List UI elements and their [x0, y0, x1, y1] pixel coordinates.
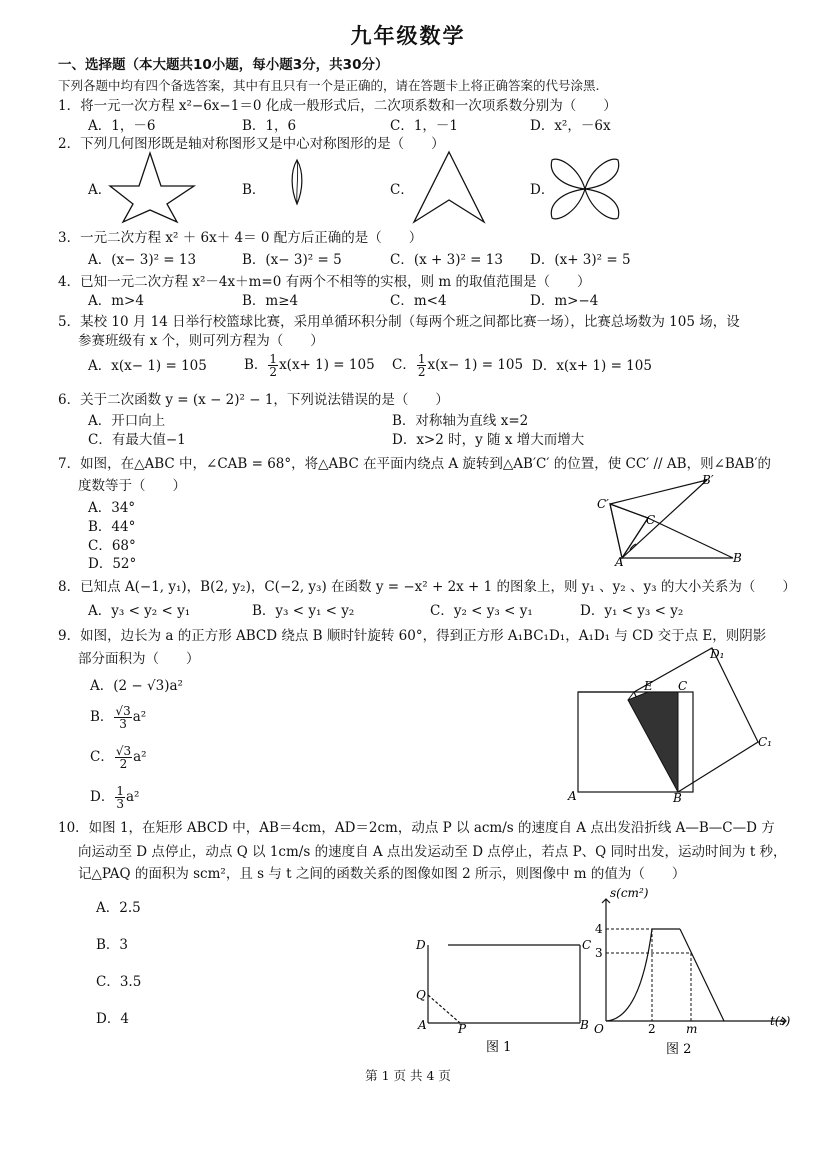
- q1-option-d: D．x²，－6x: [530, 118, 611, 134]
- q7-rotation-figure: [590, 470, 770, 570]
- q4-option-c: C．m<4: [390, 293, 447, 309]
- four-petal-figure: [548, 152, 622, 226]
- q10-option-c: C．3.5: [96, 974, 142, 990]
- q9-label-e: E: [644, 679, 653, 693]
- q2-option-c: C．: [390, 182, 414, 198]
- page-footer: 第 1 页 共 4 页: [365, 1068, 451, 1083]
- q9-label-a: A: [568, 789, 577, 803]
- q7-option-c: C．68°: [88, 538, 136, 554]
- q10-option-b: B．3: [96, 937, 129, 953]
- q6-option-b: B．对称轴为直线 x=2: [392, 413, 529, 429]
- q6-stem: 6．关于二次函数 y = (x − 2)² − 1，下列说法错误的是（ ）: [58, 392, 449, 408]
- q4-option-b: B．m≥4: [242, 293, 299, 309]
- q7-option-a: A．34°: [88, 500, 136, 516]
- q7-label-b-prime: B′: [702, 473, 714, 487]
- q8-option-a: A．y₃ < y₂ < y₁: [88, 603, 191, 619]
- q10-fig1-label-d: D: [416, 938, 426, 952]
- q10-fig1-label-p: P: [458, 1022, 467, 1036]
- q7-label-a: A: [615, 555, 624, 569]
- q5-stem-line1: 5．某校 10 月 14 日举行校篮球比赛，采用单循环积分制（每两个班之间都比赛一场），比赛总场数为 105 场，设: [58, 314, 740, 330]
- q8-option-b: B．y₃ < y₁ < y₂: [252, 603, 355, 619]
- q10-option-a: A．2.5: [96, 900, 141, 916]
- q10-option-d: D．4: [96, 1011, 129, 1027]
- q8-option-c: C．y₂ < y₃ < y₁: [430, 603, 533, 619]
- q5-option-b: B． $\frac{1}{2}$ x(x+ 1) = 105: [244, 352, 375, 379]
- q7-stem-line1: 7．如图，在△ABC 中，∠CAB = 68°，将△ABC 在平面内绕点 A 旋转到△AB′C′ 的位置，使 CC′ // AB，则∠BAB′的: [58, 456, 772, 472]
- q5-option-d: D．x(x+ 1) = 105: [532, 358, 652, 374]
- q7-option-d: D．52°: [88, 556, 137, 572]
- q2-stem: 2．下列几何图形既是轴对称图形又是中心对称图形的是（ ）: [58, 136, 445, 152]
- q5-option-a: A．x(x− 1) = 105: [88, 358, 207, 374]
- q10-fig1-label-q: Q: [416, 988, 426, 1002]
- q3-option-d: D．(x+ 3)² = 5: [530, 252, 631, 268]
- q3-option-a: A．(x− 3)² = 13: [88, 252, 197, 268]
- leaf-figure: [288, 158, 308, 206]
- q3-option-c: C．(x + 3)² = 13: [390, 252, 503, 268]
- q7-label-c-prime: C′: [597, 497, 609, 511]
- section-heading: 一、选择题（本大题共10小题，每小题3分，共30分）: [58, 57, 389, 73]
- q6-option-a: A．开口向上: [88, 413, 166, 429]
- q9-label-b: B: [673, 791, 682, 805]
- q2-option-a: A．: [88, 182, 112, 198]
- q9-stem-line2: 部分面积为（ ）: [78, 651, 200, 667]
- q9-square-rotation-figure: [560, 640, 790, 810]
- q5-stem-line2: 参赛班级有 x 个，则可列方程为（ ）: [78, 333, 324, 349]
- q2-option-b: B．: [242, 182, 266, 198]
- q9-option-a: A．(2 − √3)a²: [90, 678, 183, 694]
- q10-figure-1: [410, 935, 600, 1060]
- q9-stem-line1: 9．如图，边长为 a 的正方形 ABCD 绕点 B 顺时针旋转 60°，得到正方形 A₁BC₁D₁，A₁D₁ 与 CD 交于点 E，则阴影: [58, 628, 767, 644]
- q7-option-b: B．44°: [88, 519, 136, 535]
- q1-option-c: C．1，－1: [390, 118, 459, 134]
- q5-option-c: C． $\frac{1}{2}$ x(x− 1) = 105: [392, 352, 524, 379]
- q10-fig2-tick-4: 4: [595, 922, 603, 936]
- q9-label-c: C: [678, 679, 688, 693]
- q10-fig2-caption: 图 2: [666, 1042, 692, 1057]
- q10-fig2-tick-2: 2: [648, 1022, 656, 1036]
- q7-label-b: B: [733, 551, 742, 565]
- q4-stem: 4．已知一元二次方程 x²－4x＋m=0 有两个不相等的实根，则 m 的取值范围是（ ）: [58, 274, 591, 290]
- q6-option-c: C．有最大值−1: [88, 432, 186, 448]
- q6-option-d: D．x>2 时，y 随 x 增大而增大: [392, 432, 585, 448]
- q10-stem-line3: 记△PAQ 的面积为 scm²，且 s 与 t 之间的函数关系的图像如图 2 所示，则图像中 m 的值为（ ）: [78, 866, 686, 882]
- q8-stem: 8．已知点 A(−1, y₁)，B(2, y₂)，C(−2, y₃) 在函数 y = −x² + 2x + 1 的图象上，则 y₁ 、y₂ 、y₃ 的大小关系为（ ）: [58, 579, 796, 595]
- q3-stem: 3．一元二次方程 x² ＋ 6x＋ 4＝ 0 配方后正确的是（ ）: [58, 230, 423, 246]
- q4-option-a: A．m>4: [88, 293, 144, 309]
- arrowhead-figure: [412, 150, 486, 226]
- q2-option-d: D．: [530, 182, 555, 198]
- q7-stem-line2: 度数等于（ ）: [78, 478, 186, 494]
- q10-figure-2: [590, 885, 800, 1057]
- q10-stem-line1: 10．如图 1，在矩形 ABCD 中，AB＝4cm，AD＝2cm，动点 P 以 acm/s 的速度自 A 点出发沿折线 A—B—C—D 方: [58, 820, 775, 836]
- q10-fig2-y-axis-label: s(cm²): [610, 886, 649, 900]
- q4-option-d: D．m>−4: [530, 293, 599, 309]
- q9-label-c1: C₁: [758, 735, 772, 749]
- q3-option-b: B．(x− 3)² = 5: [242, 252, 342, 268]
- q9-label-d1: D₁: [710, 647, 725, 661]
- q9-option-c: C． $\frac{√3}{2}$ a²: [90, 744, 147, 771]
- q10-fig2-tick-3: 3: [595, 946, 603, 960]
- q10-fig2-x-axis-label: t(s): [770, 1014, 791, 1028]
- q10-fig1-label-c: C: [582, 938, 592, 952]
- q10-fig2-tick-m: m: [686, 1022, 698, 1036]
- q7-label-c: C: [646, 513, 656, 527]
- q10-fig1-label-b: B: [580, 1018, 589, 1032]
- q10-stem-line2: 向运动至 D 点停止，动点 Q 以 1cm/s 的速度自 A 点出发运动至 D 点停止，若点 P、Q 同时出发，运动时间为 t 秒，: [78, 844, 787, 860]
- q9-option-b: B． $\frac{√3}{3}$ a²: [90, 704, 147, 731]
- q8-option-d: D．y₁ < y₃ < y₂: [580, 603, 684, 619]
- star-figure: [108, 150, 198, 224]
- q1-stem: 1．将一元一次方程 x²−6x−1＝0 化成一般形式后，二次项系数和一次项系数分别为（ ）: [58, 98, 617, 114]
- q1-option-b: B．1，6: [242, 118, 297, 134]
- section-instruction: 下列各题中均有四个备选答案，其中有且只有一个是正确的，请在答题卡上将正确答案的代号涂黑.: [58, 78, 600, 93]
- q10-fig1-label-a: A: [418, 1018, 427, 1032]
- q10-fig1-caption: 图 1: [486, 1040, 512, 1055]
- q1-option-a: A．1，－6: [88, 118, 156, 134]
- page-title: 九年级数学: [350, 24, 466, 48]
- q10-fig2-origin: O: [594, 1022, 604, 1036]
- q9-option-d: D． $\frac{1}{3}$ a²: [90, 784, 140, 811]
